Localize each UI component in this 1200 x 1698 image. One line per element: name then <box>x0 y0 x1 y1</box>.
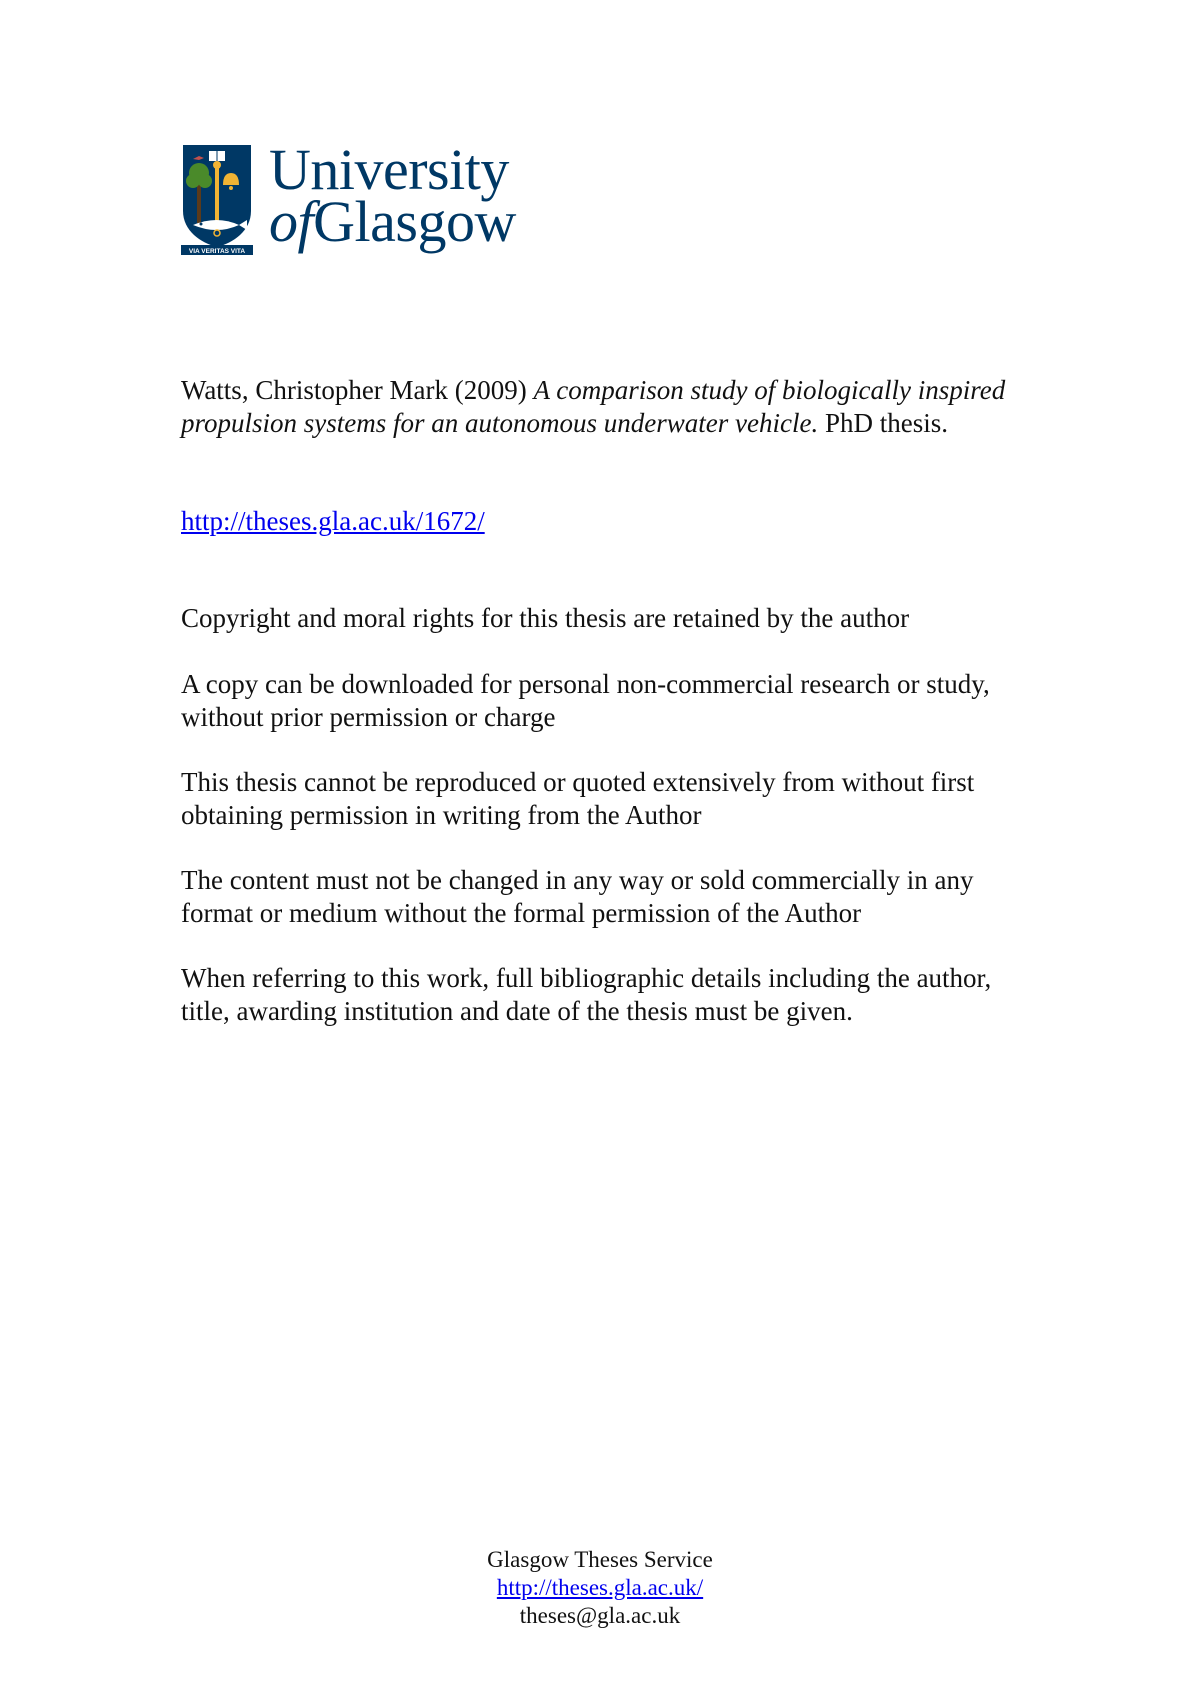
logo-word-glasgow: Glasgow <box>313 189 516 254</box>
logo-word-of: of <box>269 189 314 254</box>
record-link-paragraph <box>181 505 1041 538</box>
reproduction-paragraph: This thesis cannot be reproduced or quoted extensively from without first obtaining permission in writing from the Author <box>181 767 975 830</box>
footer-email: theses@gla.ac.uk <box>519 1603 681 1628</box>
thesis-record-link[interactable]: http://theses.gla.ac.uk/1672/ <box>181 506 485 536</box>
footer-service-name: Glasgow Theses Service <box>487 1547 713 1572</box>
content-change-paragraph: The content must not be changed in any way or sold commercially in any format or medium without the formal permission of the Author <box>181 865 974 928</box>
crest-motto: VIA VERITAS VITA <box>188 248 246 255</box>
download-paragraph: A copy can be downloaded for personal non-commercial research or study, without prior permission or charge <box>181 669 990 732</box>
logo-word-of-glasgow <box>269 189 516 254</box>
thesis-citation <box>181 374 1041 440</box>
footer <box>0 1546 1200 1630</box>
citation-title: A comparison study of biologically inspired propulsion systems for an autonomous underwater vehicle. <box>181 375 1006 438</box>
citation-author-year: Watts, Christopher Mark (2009) <box>181 375 534 405</box>
copyright-paragraph: Copyright and moral rights for this thesis are retained by the author <box>181 603 910 633</box>
citation-type: PhD thesis. <box>818 408 948 438</box>
university-crest-icon <box>181 143 253 255</box>
referencing-paragraph: When referring to this work, full bibliographic details including the author, title, awarding institution and date of the thesis must be given. <box>181 963 992 1026</box>
university-logo <box>181 137 541 255</box>
footer-service-link[interactable]: http://theses.gla.ac.uk/ <box>496 1575 704 1600</box>
logo-word-university: University <box>269 137 509 202</box>
